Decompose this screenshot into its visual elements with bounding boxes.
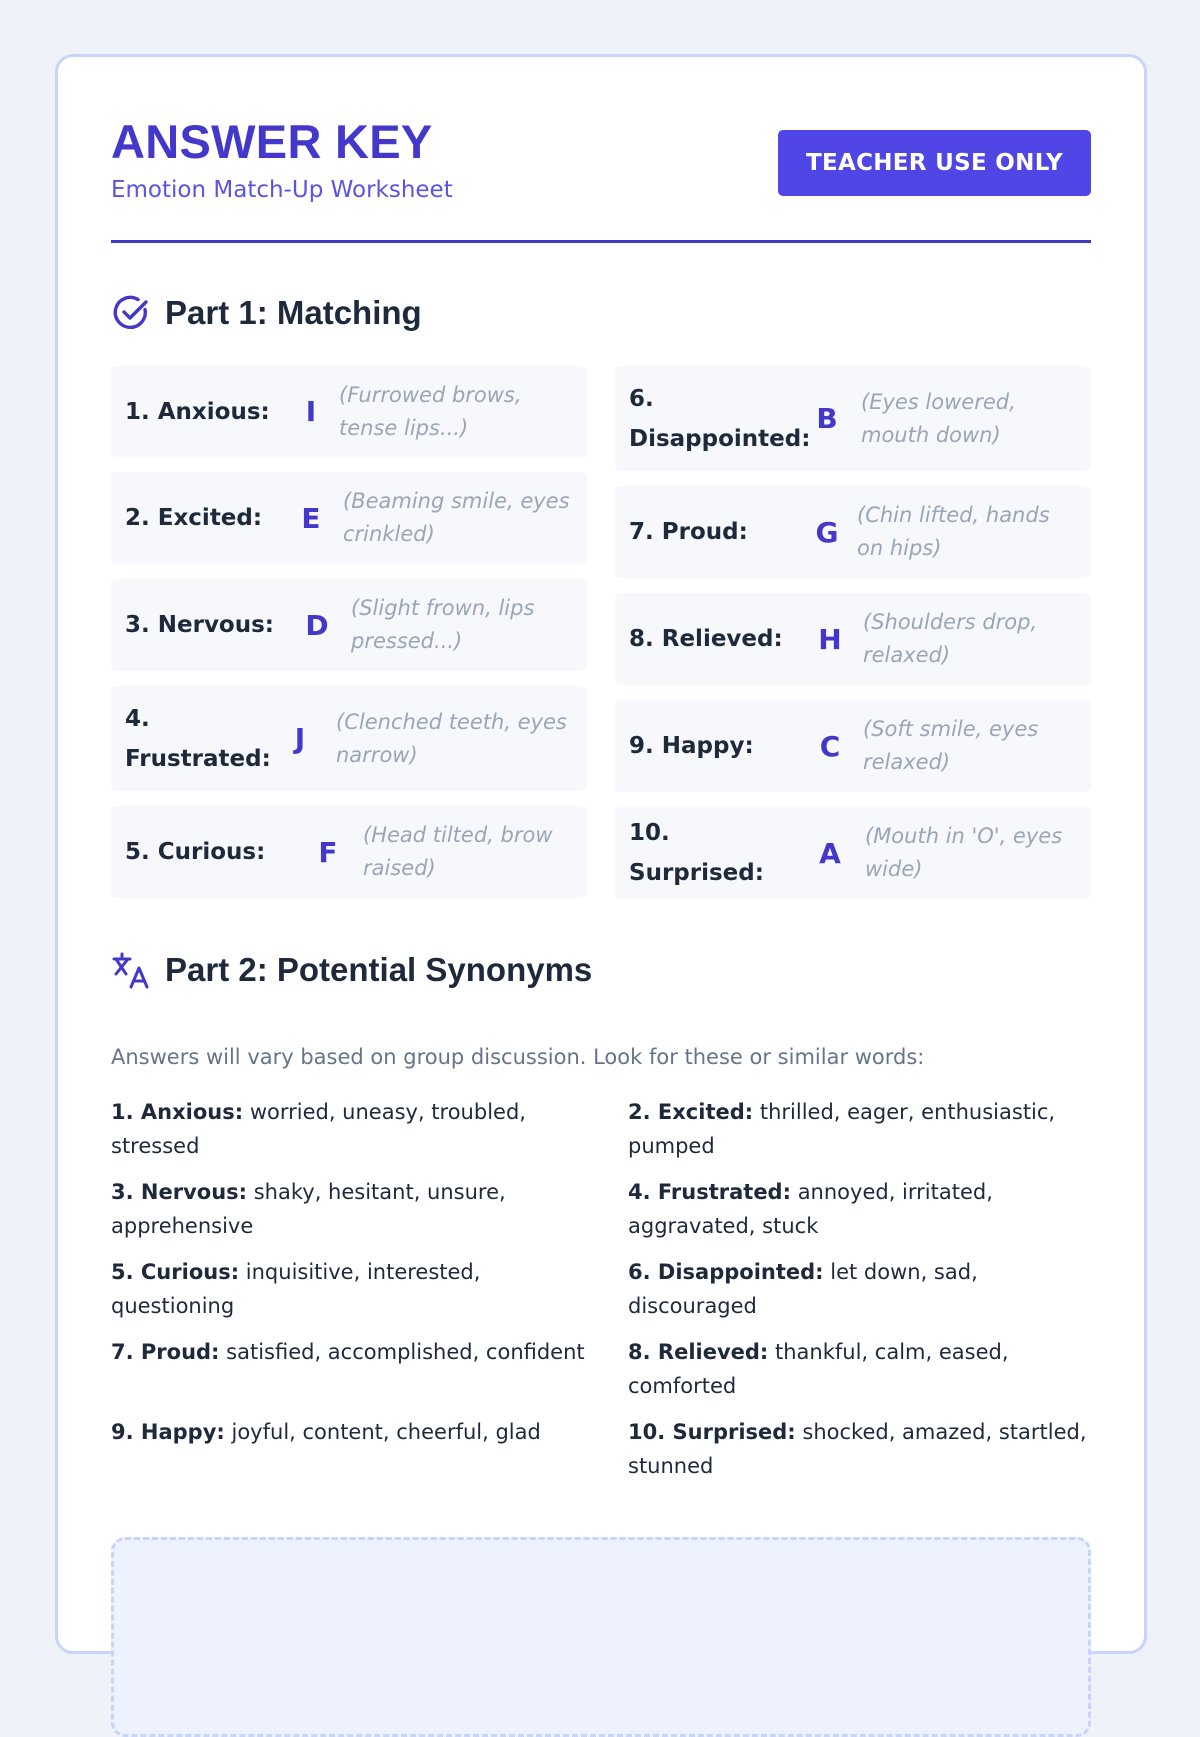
synonym-term: 4. Frustrated:	[628, 1180, 791, 1204]
emotion-label: 6. Disappointed:	[629, 385, 811, 452]
synonym-term: 6. Disappointed:	[628, 1260, 824, 1284]
synonym-item	[111, 1095, 586, 1163]
synonym-words: thankful, calm, eased, comforted	[628, 1340, 1009, 1398]
synonym-words: let down, sad, discouraged	[628, 1260, 978, 1318]
synonym-term: 9. Happy:	[111, 1420, 225, 1444]
emotion-label: 8. Relieved:	[629, 626, 783, 652]
expression-description: (Clenched teeth, eyes narrow)	[336, 709, 567, 767]
answer-letter: I	[305, 395, 317, 428]
synonym-words: satisfied, accomplished, confident	[226, 1340, 585, 1364]
synonym-term: 3. Nervous:	[111, 1180, 248, 1204]
match-item	[615, 593, 1091, 685]
synonym-item	[628, 1415, 1103, 1483]
synonym-item	[111, 1255, 586, 1323]
synonym-words: joyful, content, cheerful, glad	[231, 1420, 541, 1444]
part2-intro: Answers will vary based on group discussion. Look for these or similar words:	[111, 1045, 925, 1069]
expression-description: (Slight frown, lips pressed...)	[351, 596, 535, 653]
answer-letter: F	[318, 835, 338, 869]
answer-letter: E	[301, 501, 321, 535]
match-item	[615, 700, 1091, 792]
expression-description: (Mouth in 'O', eyes wide)	[865, 824, 1063, 881]
answer-letter: C	[819, 729, 841, 763]
part1-heading	[111, 293, 422, 333]
match-item	[111, 366, 587, 457]
synonym-item	[628, 1335, 1103, 1403]
emotion-label: 1. Anxious:	[125, 398, 270, 425]
emotion-label: 3. Nervous:	[125, 612, 274, 638]
answer-letter: J	[294, 722, 306, 755]
emotion-label: 5. Curious:	[125, 839, 266, 865]
match-item	[111, 686, 587, 791]
answer-letter: H	[818, 622, 842, 656]
synonym-words: worried, uneasy, troubled, stressed	[111, 1100, 526, 1158]
translate-icon	[111, 950, 151, 990]
synonym-term: 8. Relieved:	[628, 1340, 769, 1364]
synonym-words: shocked, amazed, startled, stunned	[628, 1420, 1087, 1478]
emotion-label: 10. Surprised:	[629, 820, 764, 886]
synonym-item	[111, 1175, 586, 1243]
emotion-label: 4. Frustrated:	[125, 705, 271, 772]
match-item	[111, 472, 587, 564]
match-item	[615, 486, 1091, 578]
emotion-label: 2. Excited:	[125, 505, 263, 531]
expression-description: (Shoulders drop, relaxed)	[863, 610, 1038, 667]
answer-letter: D	[305, 608, 329, 642]
part1-title: Part 1: Matching	[165, 294, 422, 331]
emotion-label: 9. Happy:	[629, 733, 754, 759]
synonym-term: 5. Curious:	[111, 1260, 240, 1284]
part2-title: Part 2: Potential Synonyms	[165, 951, 593, 988]
expression-description: (Chin lifted, hands on hips)	[857, 503, 1050, 560]
matching-column-left	[111, 366, 587, 913]
match-item	[615, 807, 1091, 899]
page-title: ANSWER KEY	[111, 115, 433, 168]
match-item	[615, 366, 1091, 471]
page-subtitle: Emotion Match-Up Worksheet	[111, 177, 453, 203]
synonym-words: shaky, hesitant, unsure, apprehensive	[111, 1180, 506, 1238]
check-circle-icon	[111, 293, 151, 333]
synonym-words: annoyed, irritated, aggravated, stuck	[628, 1180, 993, 1238]
part2-heading	[111, 950, 592, 990]
expression-description: (Furrowed brows, tense lips...)	[339, 382, 522, 440]
synonym-item	[628, 1095, 1103, 1163]
synonym-words: inquisitive, interested, questioning	[111, 1260, 481, 1318]
match-item	[111, 579, 587, 671]
synonym-item	[111, 1335, 586, 1369]
synonym-term: 10. Surprised:	[628, 1420, 796, 1444]
synonym-term: 7. Proud:	[111, 1340, 220, 1364]
synonym-term: 2. Excited:	[628, 1100, 754, 1124]
answer-letter: G	[815, 515, 839, 549]
header	[111, 57, 1091, 243]
synonym-words: thrilled, eager, enthusiastic, pumped	[628, 1100, 1056, 1158]
emotion-label: 7. Proud:	[629, 519, 748, 545]
synonym-item	[628, 1175, 1103, 1243]
teacher-use-only-badge: TEACHER USE ONLY	[778, 130, 1091, 196]
expression-description: (Soft smile, eyes relaxed)	[863, 717, 1039, 774]
synonym-item	[628, 1255, 1103, 1323]
notes-box	[111, 1537, 1091, 1737]
answer-letter: A	[819, 836, 841, 870]
expression-description: (Beaming smile, eyes crinkled)	[343, 489, 570, 546]
answer-key-card	[55, 54, 1147, 1654]
synonym-item	[111, 1415, 586, 1449]
matching-column-right	[615, 366, 1091, 914]
expression-description: (Head tilted, brow raised)	[363, 823, 553, 880]
answer-letter: B	[816, 402, 838, 435]
expression-description: (Eyes lowered, mouth down)	[861, 389, 1016, 447]
synonym-term: 1. Anxious:	[111, 1100, 244, 1124]
match-item	[111, 806, 587, 898]
